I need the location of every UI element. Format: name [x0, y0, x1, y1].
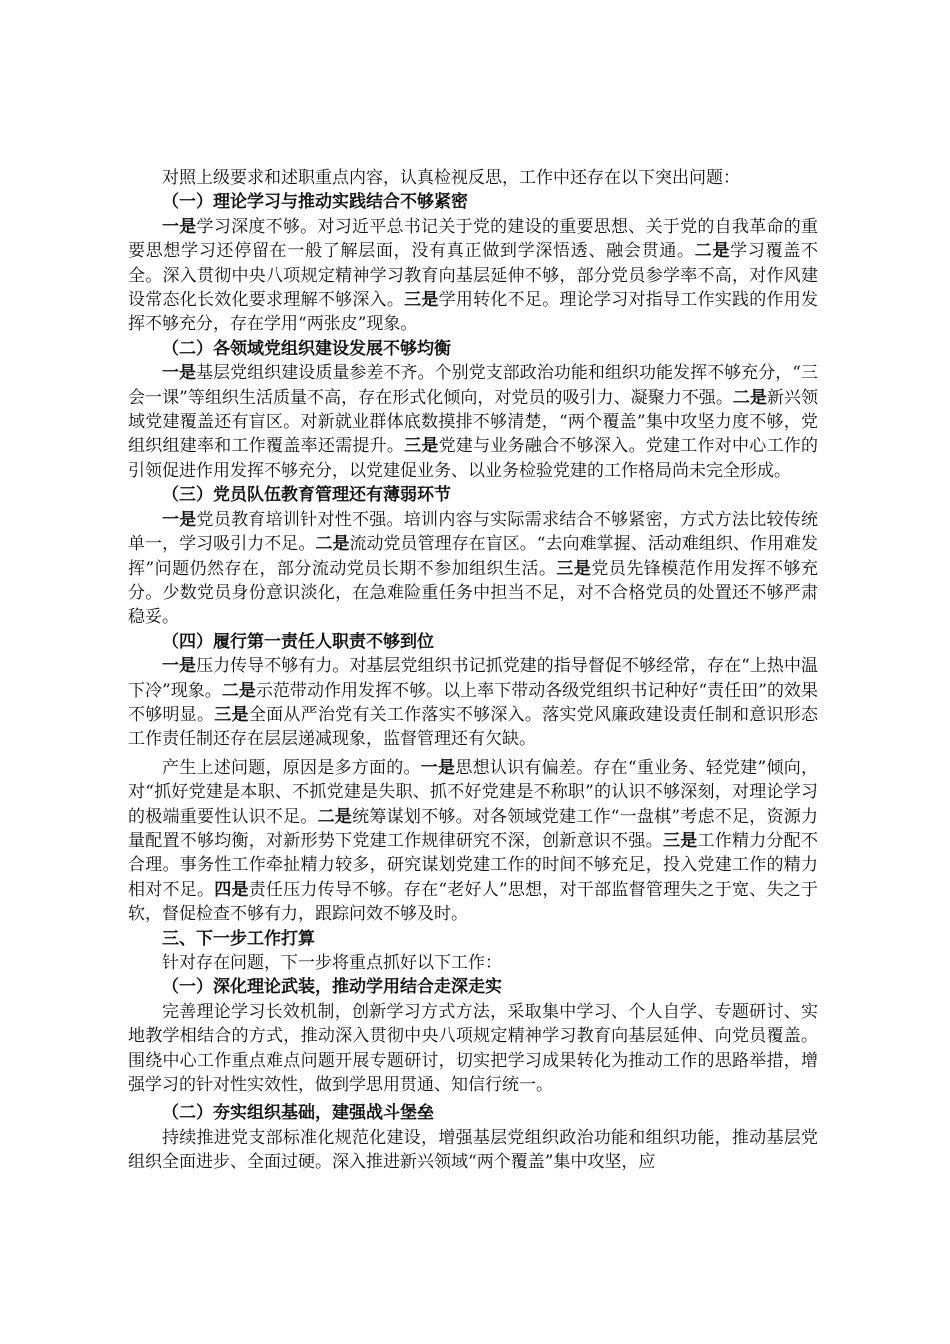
section-heading: （一）理论学习与推动实践结合不够紧密	[162, 192, 468, 213]
point-text: 全面从严治党有关工作落实不够深入。落实党风廉政建设责任制和意识形态工作责任制还存在层层递减现象，监督管理还有欠缺。	[128, 704, 819, 750]
point-text: 统筹谋划不够。对各领域党建工作“一盘棋”考虑不足，资源力量配置不够均衡，对新形势下党建工作规律研究不深，创新意识不强。	[128, 806, 819, 851]
point-marker: 四是	[214, 879, 249, 900]
point-text: 党员教育培训针对性不强。培训内容与实际需求结合不够紧密，方式方法比较传统单一，学习吸引力不足。	[128, 509, 819, 555]
plan-paragraph: 持续推进党支部标准化规范化建设，增强基层党组织政治功能和组织功能，推动基层党组织全面进步、全面过硬。深入推进新兴领域“两个覆盖”集中攻坚，应	[128, 1127, 818, 1173]
plan-paragraph: 完善理论学习长效机制，创新学习方式方法，采取集中学习、个人自学、专题研讨、实地教学相结合的方式，推动深入贯彻中央八项规定精神学习教育向基层延伸、向党员覆盖。围绕中心工作重点难点问题开展专题研讨，切实把学习成果转化为推动工作的思路举措，增强学习的针对性实效性，做到学思用贯通、知信行统一。	[128, 1001, 818, 1096]
point-marker: 三是	[662, 830, 698, 851]
section-paragraph	[128, 654, 818, 752]
plan-heading: （一）深化理论武装，推动学用结合走深走实	[162, 977, 502, 998]
next-steps-intro: 针对存在问题，下一步将重点抓好以下工作：	[162, 953, 502, 973]
point-marker: 二是	[221, 680, 256, 701]
point-marker: 二是	[694, 241, 731, 262]
point-marker: 一是	[162, 363, 197, 384]
point-marker: 三是	[404, 436, 439, 457]
section-paragraph	[128, 361, 818, 483]
point-text: 压力传导不够有力。对基层党组织书记抓党建的指导督促不够经常，存在“上热中温下冷”现象。	[128, 656, 818, 701]
point-marker: 三是	[214, 704, 249, 725]
section-paragraph	[128, 508, 818, 630]
causes-lead: 产生上述问题，原因是多方面的。	[162, 757, 421, 778]
intro-paragraph: 对照上级要求和述职重点内容，认真检视反思，工作中还存在以下突出问题：	[162, 168, 740, 188]
point-marker: 一是	[420, 757, 456, 778]
point-marker: 一是	[162, 216, 197, 237]
next-steps-heading: 三、下一步工作打算	[162, 928, 315, 949]
section-paragraph	[128, 215, 818, 337]
point-text: 思想认识有偏差。存在“重业务、轻党建”倾向，对“抓好党建是本职、不抓党建是失职、抓不好党建是不称职”的认识不够深刻，对理论学习的极端重要性认识不足。	[128, 757, 819, 827]
point-text: 党建与业务融合不够深入。党建工作对中心工作的引领促进作用发挥不够充分，以党建促业务、以业务检验党建的工作格局尚未完全形成。	[128, 436, 819, 481]
point-text: 责任压力传导不够。存在“老好人”思想，对干部监督管理失之于宽、失之于软，督促检查不够有力，跟踪问效不够及时。	[128, 879, 818, 925]
point-marker: 三是	[556, 558, 592, 579]
point-text: 学习覆盖不全。深入贯彻中央八项规定精神学习教育向基层延伸不够，部分党员参学率不高，对作风建设常态化长效化要求理解不够深入。	[128, 241, 819, 311]
document-page	[128, 166, 818, 1175]
point-marker: 二是	[317, 806, 353, 827]
point-text: 示范带动作用发挥不够。以上率下带动各级党组织书记种好“责任田”的效果不够明显。	[128, 680, 818, 725]
section-heading: （三）党员队伍教育管理还有薄弱环节	[162, 485, 451, 506]
point-text: 学用转化不足。理论学习对指导工作实践的作用发挥不够充分，存在学用“两张皮”现象。	[128, 290, 819, 335]
point-text: 工作精力分配不合理。事务性工作牵扯精力较多，研究谋划党建工作的时间不够充足，投入党建工作的精力相对不足。	[128, 830, 819, 900]
plan-heading: （二）夯实组织基础，建强战斗堡垒	[162, 1103, 434, 1124]
point-text: 党员先锋模范作用发挥不够充分。少数党员身份意识淡化，在急难险重任务中担当不足，对不合格党员的处置还不够严肃稳妥。	[128, 558, 819, 628]
section-heading: （四）履行第一责任人职责不够到位	[162, 631, 434, 652]
point-text: 新兴领域党建覆盖还有盲区。对新就业群体底数摸排不够清楚，“两个覆盖”集中攻坚力度不够，党组织组建率和工作覆盖率还需提升。	[128, 387, 819, 457]
point-text: 学习深度不够。对习近平总书记关于党的建设的重要思想、关于党的自我革命的重要思想学习还停留在一般了解层面，没有真正做到学深悟透、融会贯通。	[128, 216, 819, 262]
point-marker: 二是	[732, 387, 767, 408]
point-marker: 一是	[162, 509, 197, 530]
causes-paragraph	[128, 756, 818, 927]
point-text: 基层党组织建设质量参差不齐。个别党支部政治功能和组织功能发挥不够充分，“三会一课”等组织生活质量不高，存在形式化倾向，对党员的吸引力、凝聚力不强。	[128, 363, 818, 408]
section-heading: （二）各领域党组织建设发展不够均衡	[162, 338, 451, 359]
point-marker: 三是	[404, 290, 439, 311]
point-marker: 一是	[162, 656, 197, 677]
point-text: 流动党员管理存在盲区。“去向难掌握、活动难组织、作用难发挥”问题仍然存在，部分流动党员长期不参加组织生活。	[128, 534, 819, 579]
point-marker: 二是	[315, 534, 350, 555]
